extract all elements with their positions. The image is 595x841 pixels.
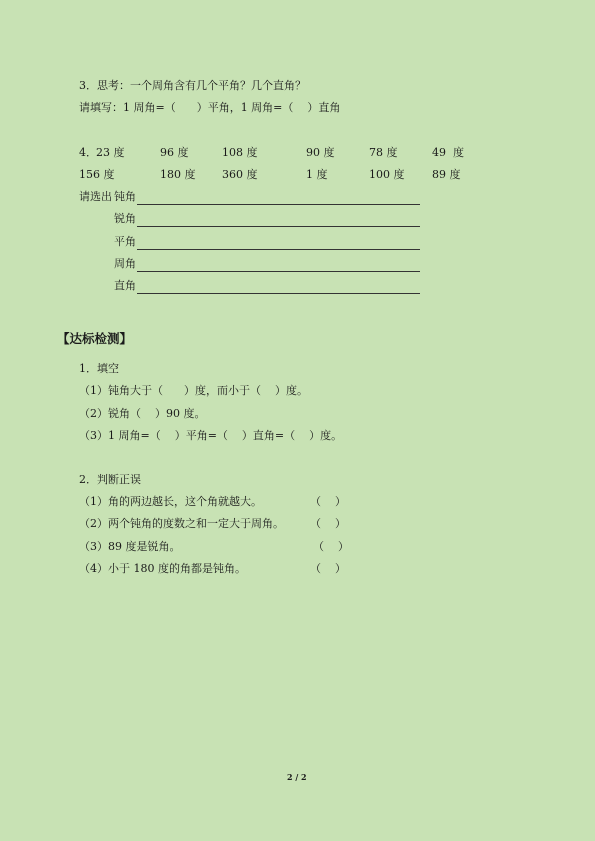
page-number: 2 / 2 — [287, 772, 307, 782]
q4-value: 23 度 — [96, 146, 125, 159]
test2-item: （2）两个钝角的度数之和一定大于周角。 — [79, 517, 284, 530]
answer-line-acute[interactable] — [137, 226, 420, 227]
test2-item: （4）小于 180 度的角都是钝角。 — [79, 562, 246, 575]
answer-line-right[interactable] — [137, 293, 420, 294]
q3-question: 3．思考：一个周角含有几个平角？几个直角？ — [79, 79, 306, 92]
category-label-right: 直角 — [114, 279, 136, 292]
category-label-round: 周角 — [114, 257, 136, 270]
test1-item: （2）锐角（ ）90 度。 — [79, 407, 206, 420]
judge-paren[interactable]: （ ） — [310, 517, 346, 530]
q4-value: 1 度 — [306, 168, 328, 181]
q4-value: 156 度 — [79, 168, 115, 181]
answer-line-straight[interactable] — [137, 249, 420, 250]
test1-heading: 1．填空 — [79, 362, 119, 375]
q3-fill-line: 请填写：1 周角=（ ）平角，1 周角=（ ）直角 — [79, 101, 341, 114]
q4-value: 360 度 — [222, 168, 258, 181]
q4-value: 49 度 — [432, 146, 464, 159]
test2-item: （1）角的两边越长，这个角就越大。 — [79, 495, 262, 508]
q4-value: 89 度 — [432, 168, 461, 181]
test2-item: （3）89 度是锐角。 — [79, 540, 181, 553]
q4-value: 90 度 — [306, 146, 335, 159]
q4-value: 108 度 — [222, 146, 258, 159]
judge-paren[interactable]: （ ） — [310, 495, 346, 508]
test1-item: （1）钝角大于（ ）度，而小于（ ）度。 — [79, 384, 308, 397]
test1-item: （3）1 周角=（ ）平角=（ ）直角=（ ）度。 — [79, 429, 343, 442]
category-label-acute: 锐角 — [114, 212, 136, 225]
judge-paren[interactable]: （ ） — [310, 562, 346, 575]
answer-line-round[interactable] — [137, 271, 420, 272]
q4-number: 4． — [79, 146, 97, 159]
test2-heading: 2．判断正误 — [79, 473, 141, 486]
judge-paren[interactable]: （ ） — [313, 540, 349, 553]
answer-line-obtuse[interactable] — [137, 204, 420, 205]
q4-value: 96 度 — [160, 146, 189, 159]
q4-value: 100 度 — [369, 168, 405, 181]
q4-value: 180 度 — [160, 168, 196, 181]
category-label-obtuse: 钝角 — [114, 190, 136, 203]
q4-value: 78 度 — [369, 146, 398, 159]
q4-select-prompt: 请选出 — [79, 190, 112, 203]
category-label-straight: 平角 — [114, 235, 136, 248]
section-title: 【达标检测】 — [57, 331, 133, 346]
